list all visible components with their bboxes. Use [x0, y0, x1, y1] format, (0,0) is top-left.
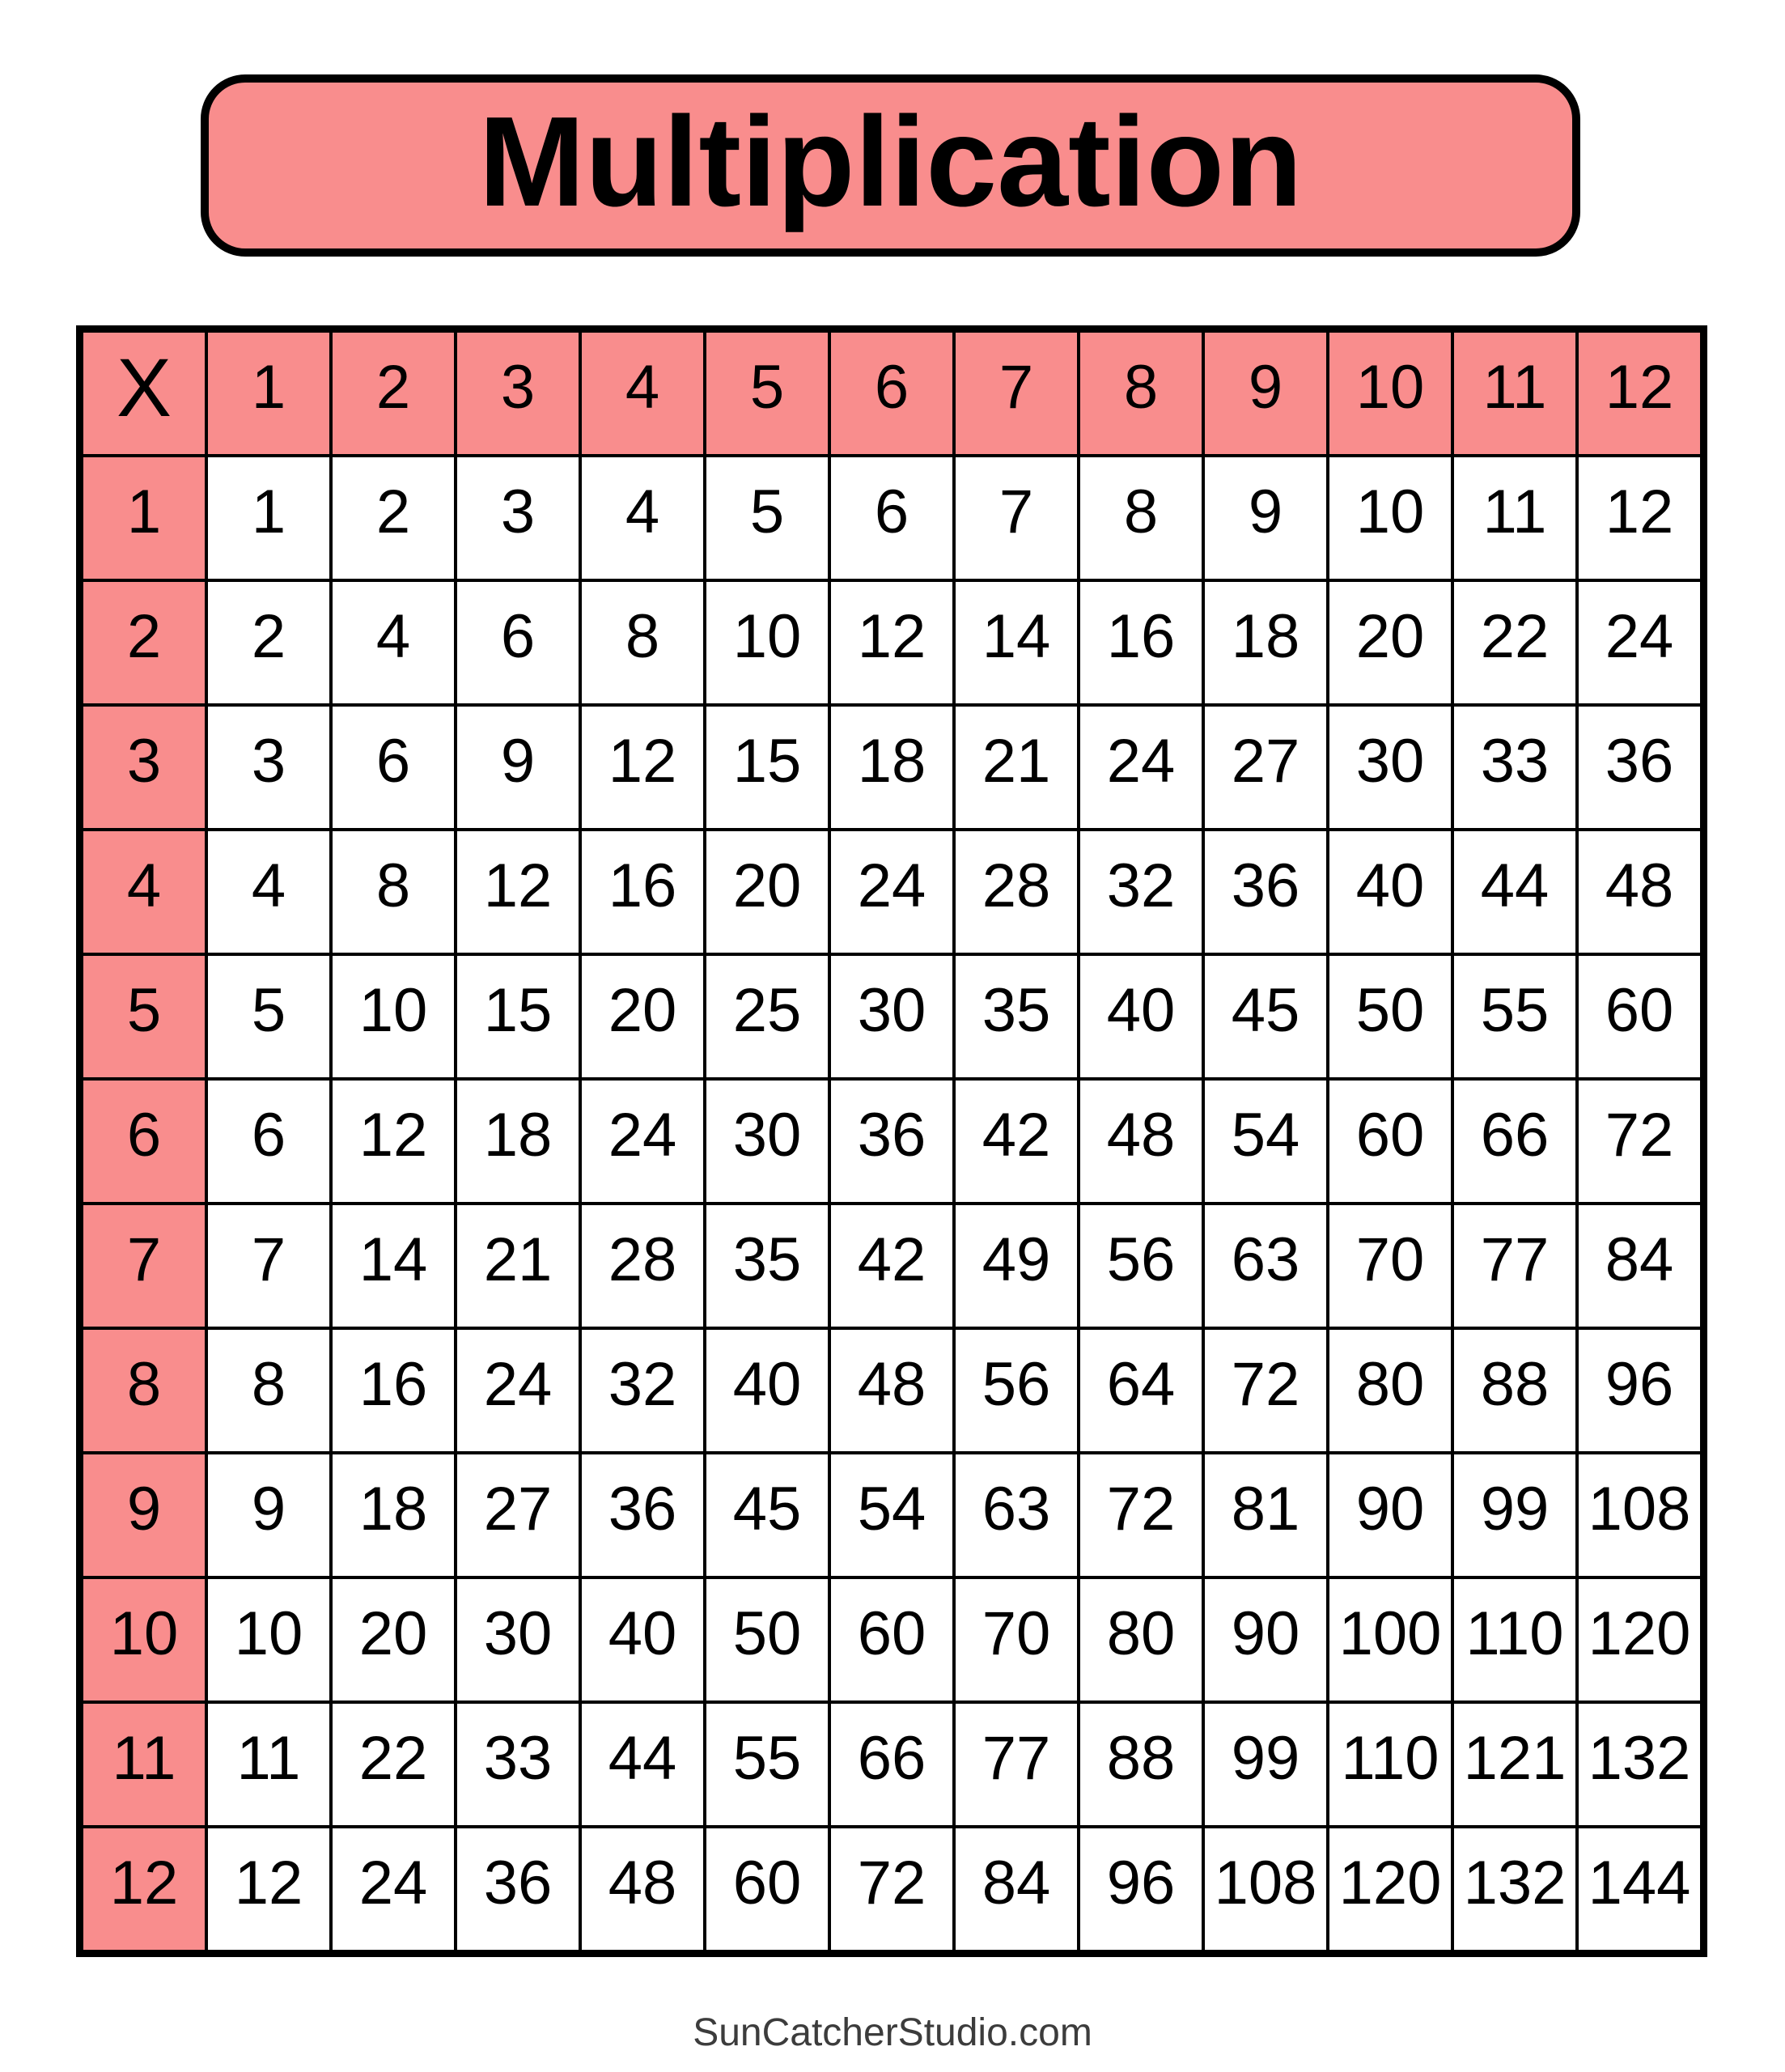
product-cell: 49	[956, 1205, 1077, 1327]
product-cell: 5	[706, 457, 828, 579]
product-cell: 40	[1080, 956, 1202, 1077]
product-cell: 10	[333, 956, 454, 1077]
product-cell: 120	[1579, 1579, 1700, 1700]
product-cell: 10	[706, 582, 828, 703]
product-cell: 1	[208, 457, 329, 579]
product-cell: 32	[1080, 831, 1202, 953]
product-cell: 56	[956, 1330, 1077, 1451]
product-cell: 32	[582, 1330, 703, 1451]
product-cell: 80	[1329, 1330, 1451, 1451]
product-cell: 20	[706, 831, 828, 953]
product-cell: 48	[582, 1828, 703, 1950]
product-cell: 30	[706, 1081, 828, 1202]
product-cell: 66	[1454, 1081, 1575, 1202]
product-cell: 99	[1205, 1704, 1326, 1825]
product-cell: 48	[831, 1330, 952, 1451]
product-cell: 50	[706, 1579, 828, 1700]
product-cell: 72	[831, 1828, 952, 1950]
product-cell: 42	[956, 1081, 1077, 1202]
product-cell: 132	[1454, 1828, 1575, 1950]
product-cell: 10	[208, 1579, 329, 1700]
product-cell: 11	[208, 1704, 329, 1825]
product-cell: 55	[1454, 956, 1575, 1077]
row-header-cell: 8	[83, 1330, 205, 1451]
product-cell: 20	[1329, 582, 1451, 703]
row-header-cell: 10	[83, 1579, 205, 1700]
product-cell: 72	[1205, 1330, 1326, 1451]
product-cell: 22	[1454, 582, 1575, 703]
product-cell: 110	[1329, 1704, 1451, 1825]
product-cell: 84	[956, 1828, 1077, 1950]
product-cell: 36	[831, 1081, 952, 1202]
product-cell: 8	[582, 582, 703, 703]
page-title: Multiplication	[478, 90, 1303, 233]
row-header-cell: 1	[83, 457, 205, 579]
corner-cell: X	[83, 333, 205, 454]
product-cell: 9	[208, 1454, 329, 1576]
column-header-cell: 2	[333, 333, 454, 454]
product-cell: 24	[831, 831, 952, 953]
row-header-cell: 6	[83, 1081, 205, 1202]
product-cell: 48	[1080, 1081, 1202, 1202]
product-cell: 77	[956, 1704, 1077, 1825]
multiplication-table	[76, 325, 1707, 1957]
product-cell: 84	[1579, 1205, 1700, 1327]
product-cell: 110	[1454, 1579, 1575, 1700]
title-banner	[201, 74, 1580, 257]
product-cell: 9	[1205, 457, 1326, 579]
product-cell: 72	[1579, 1081, 1700, 1202]
product-cell: 8	[1080, 457, 1202, 579]
product-cell: 40	[1329, 831, 1451, 953]
product-cell: 77	[1454, 1205, 1575, 1327]
product-cell: 108	[1205, 1828, 1326, 1950]
product-cell: 18	[333, 1454, 454, 1576]
product-cell: 90	[1205, 1579, 1326, 1700]
product-cell: 4	[333, 582, 454, 703]
product-cell: 56	[1080, 1205, 1202, 1327]
product-cell: 27	[457, 1454, 579, 1576]
product-cell: 28	[582, 1205, 703, 1327]
product-cell: 28	[956, 831, 1077, 953]
product-cell: 25	[706, 956, 828, 1077]
product-cell: 88	[1454, 1330, 1575, 1451]
product-cell: 16	[1080, 582, 1202, 703]
row-header-cell: 5	[83, 956, 205, 1077]
column-header-cell: 4	[582, 333, 703, 454]
product-cell: 60	[1329, 1081, 1451, 1202]
product-cell: 70	[1329, 1205, 1451, 1327]
product-cell: 72	[1080, 1454, 1202, 1576]
product-cell: 2	[208, 582, 329, 703]
product-cell: 60	[831, 1579, 952, 1700]
product-cell: 18	[831, 707, 952, 828]
product-cell: 100	[1329, 1579, 1451, 1700]
product-cell: 4	[208, 831, 329, 953]
product-cell: 33	[457, 1704, 579, 1825]
product-cell: 45	[1205, 956, 1326, 1077]
product-cell: 60	[706, 1828, 828, 1950]
product-cell: 30	[831, 956, 952, 1077]
row-header-cell: 7	[83, 1205, 205, 1327]
product-cell: 81	[1205, 1454, 1326, 1576]
product-cell: 36	[582, 1454, 703, 1576]
product-cell: 50	[1329, 956, 1451, 1077]
product-cell: 64	[1080, 1330, 1202, 1451]
product-cell: 108	[1579, 1454, 1700, 1576]
column-header-cell: 1	[208, 333, 329, 454]
column-header-cell: 12	[1579, 333, 1700, 454]
product-cell: 6	[457, 582, 579, 703]
row-header-cell: 11	[83, 1704, 205, 1825]
product-cell: 80	[1080, 1579, 1202, 1700]
product-cell: 27	[1205, 707, 1326, 828]
product-cell: 11	[1454, 457, 1575, 579]
product-cell: 40	[706, 1330, 828, 1451]
product-cell: 63	[1205, 1205, 1326, 1327]
product-cell: 2	[333, 457, 454, 579]
product-cell: 21	[956, 707, 1077, 828]
product-cell: 48	[1579, 831, 1700, 953]
product-cell: 3	[208, 707, 329, 828]
product-cell: 60	[1579, 956, 1700, 1077]
column-header-cell: 3	[457, 333, 579, 454]
product-cell: 24	[457, 1330, 579, 1451]
product-cell: 14	[956, 582, 1077, 703]
row-header-cell: 3	[83, 707, 205, 828]
product-cell: 7	[208, 1205, 329, 1327]
product-cell: 12	[831, 582, 952, 703]
product-cell: 63	[956, 1454, 1077, 1576]
product-cell: 15	[457, 956, 579, 1077]
product-cell: 8	[333, 831, 454, 953]
product-cell: 5	[208, 956, 329, 1077]
column-header-cell: 7	[956, 333, 1077, 454]
product-cell: 24	[1579, 582, 1700, 703]
product-cell: 120	[1329, 1828, 1451, 1950]
product-cell: 10	[1329, 457, 1451, 579]
row-header-cell: 9	[83, 1454, 205, 1576]
product-cell: 18	[1205, 582, 1326, 703]
product-cell: 44	[582, 1704, 703, 1825]
product-cell: 30	[1329, 707, 1451, 828]
product-cell: 96	[1080, 1828, 1202, 1950]
product-cell: 30	[457, 1579, 579, 1700]
product-cell: 15	[706, 707, 828, 828]
product-cell: 20	[333, 1579, 454, 1700]
product-cell: 90	[1329, 1454, 1451, 1576]
product-cell: 45	[706, 1454, 828, 1576]
product-cell: 9	[457, 707, 579, 828]
product-cell: 121	[1454, 1704, 1575, 1825]
product-cell: 99	[1454, 1454, 1575, 1576]
product-cell: 66	[831, 1704, 952, 1825]
product-cell: 6	[831, 457, 952, 579]
product-cell: 8	[208, 1330, 329, 1451]
row-header-cell: 2	[83, 582, 205, 703]
product-cell: 70	[956, 1579, 1077, 1700]
product-cell: 7	[956, 457, 1077, 579]
product-cell: 24	[333, 1828, 454, 1950]
product-cell: 33	[1454, 707, 1575, 828]
product-cell: 44	[1454, 831, 1575, 953]
product-cell: 12	[333, 1081, 454, 1202]
product-cell: 12	[457, 831, 579, 953]
column-header-cell: 6	[831, 333, 952, 454]
product-cell: 54	[1205, 1081, 1326, 1202]
product-cell: 36	[1205, 831, 1326, 953]
product-cell: 36	[457, 1828, 579, 1950]
product-cell: 12	[208, 1828, 329, 1950]
product-cell: 36	[1579, 707, 1700, 828]
product-cell: 18	[457, 1081, 579, 1202]
product-cell: 3	[457, 457, 579, 579]
column-header-cell: 9	[1205, 333, 1326, 454]
product-cell: 22	[333, 1704, 454, 1825]
product-cell: 40	[582, 1579, 703, 1700]
product-cell: 42	[831, 1205, 952, 1327]
column-header-cell: 10	[1329, 333, 1451, 454]
row-header-cell: 4	[83, 831, 205, 953]
product-cell: 12	[1579, 457, 1700, 579]
product-cell: 96	[1579, 1330, 1700, 1451]
product-cell: 35	[956, 956, 1077, 1077]
product-cell: 144	[1579, 1828, 1700, 1950]
product-cell: 6	[208, 1081, 329, 1202]
product-cell: 54	[831, 1454, 952, 1576]
row-header-cell: 12	[83, 1828, 205, 1950]
column-header-cell: 11	[1454, 333, 1575, 454]
product-cell: 12	[582, 707, 703, 828]
product-cell: 14	[333, 1205, 454, 1327]
product-cell: 24	[1080, 707, 1202, 828]
product-cell: 4	[582, 457, 703, 579]
product-cell: 21	[457, 1205, 579, 1327]
column-header-cell: 8	[1080, 333, 1202, 454]
product-cell: 88	[1080, 1704, 1202, 1825]
product-cell: 16	[582, 831, 703, 953]
product-cell: 55	[706, 1704, 828, 1825]
product-cell: 20	[582, 956, 703, 1077]
product-cell: 132	[1579, 1704, 1700, 1825]
product-cell: 35	[706, 1205, 828, 1327]
product-cell: 24	[582, 1081, 703, 1202]
product-cell: 16	[333, 1330, 454, 1451]
column-header-cell: 5	[706, 333, 828, 454]
footer-credit: SunCatcherStudio.com	[693, 2011, 1092, 2054]
product-cell: 6	[333, 707, 454, 828]
